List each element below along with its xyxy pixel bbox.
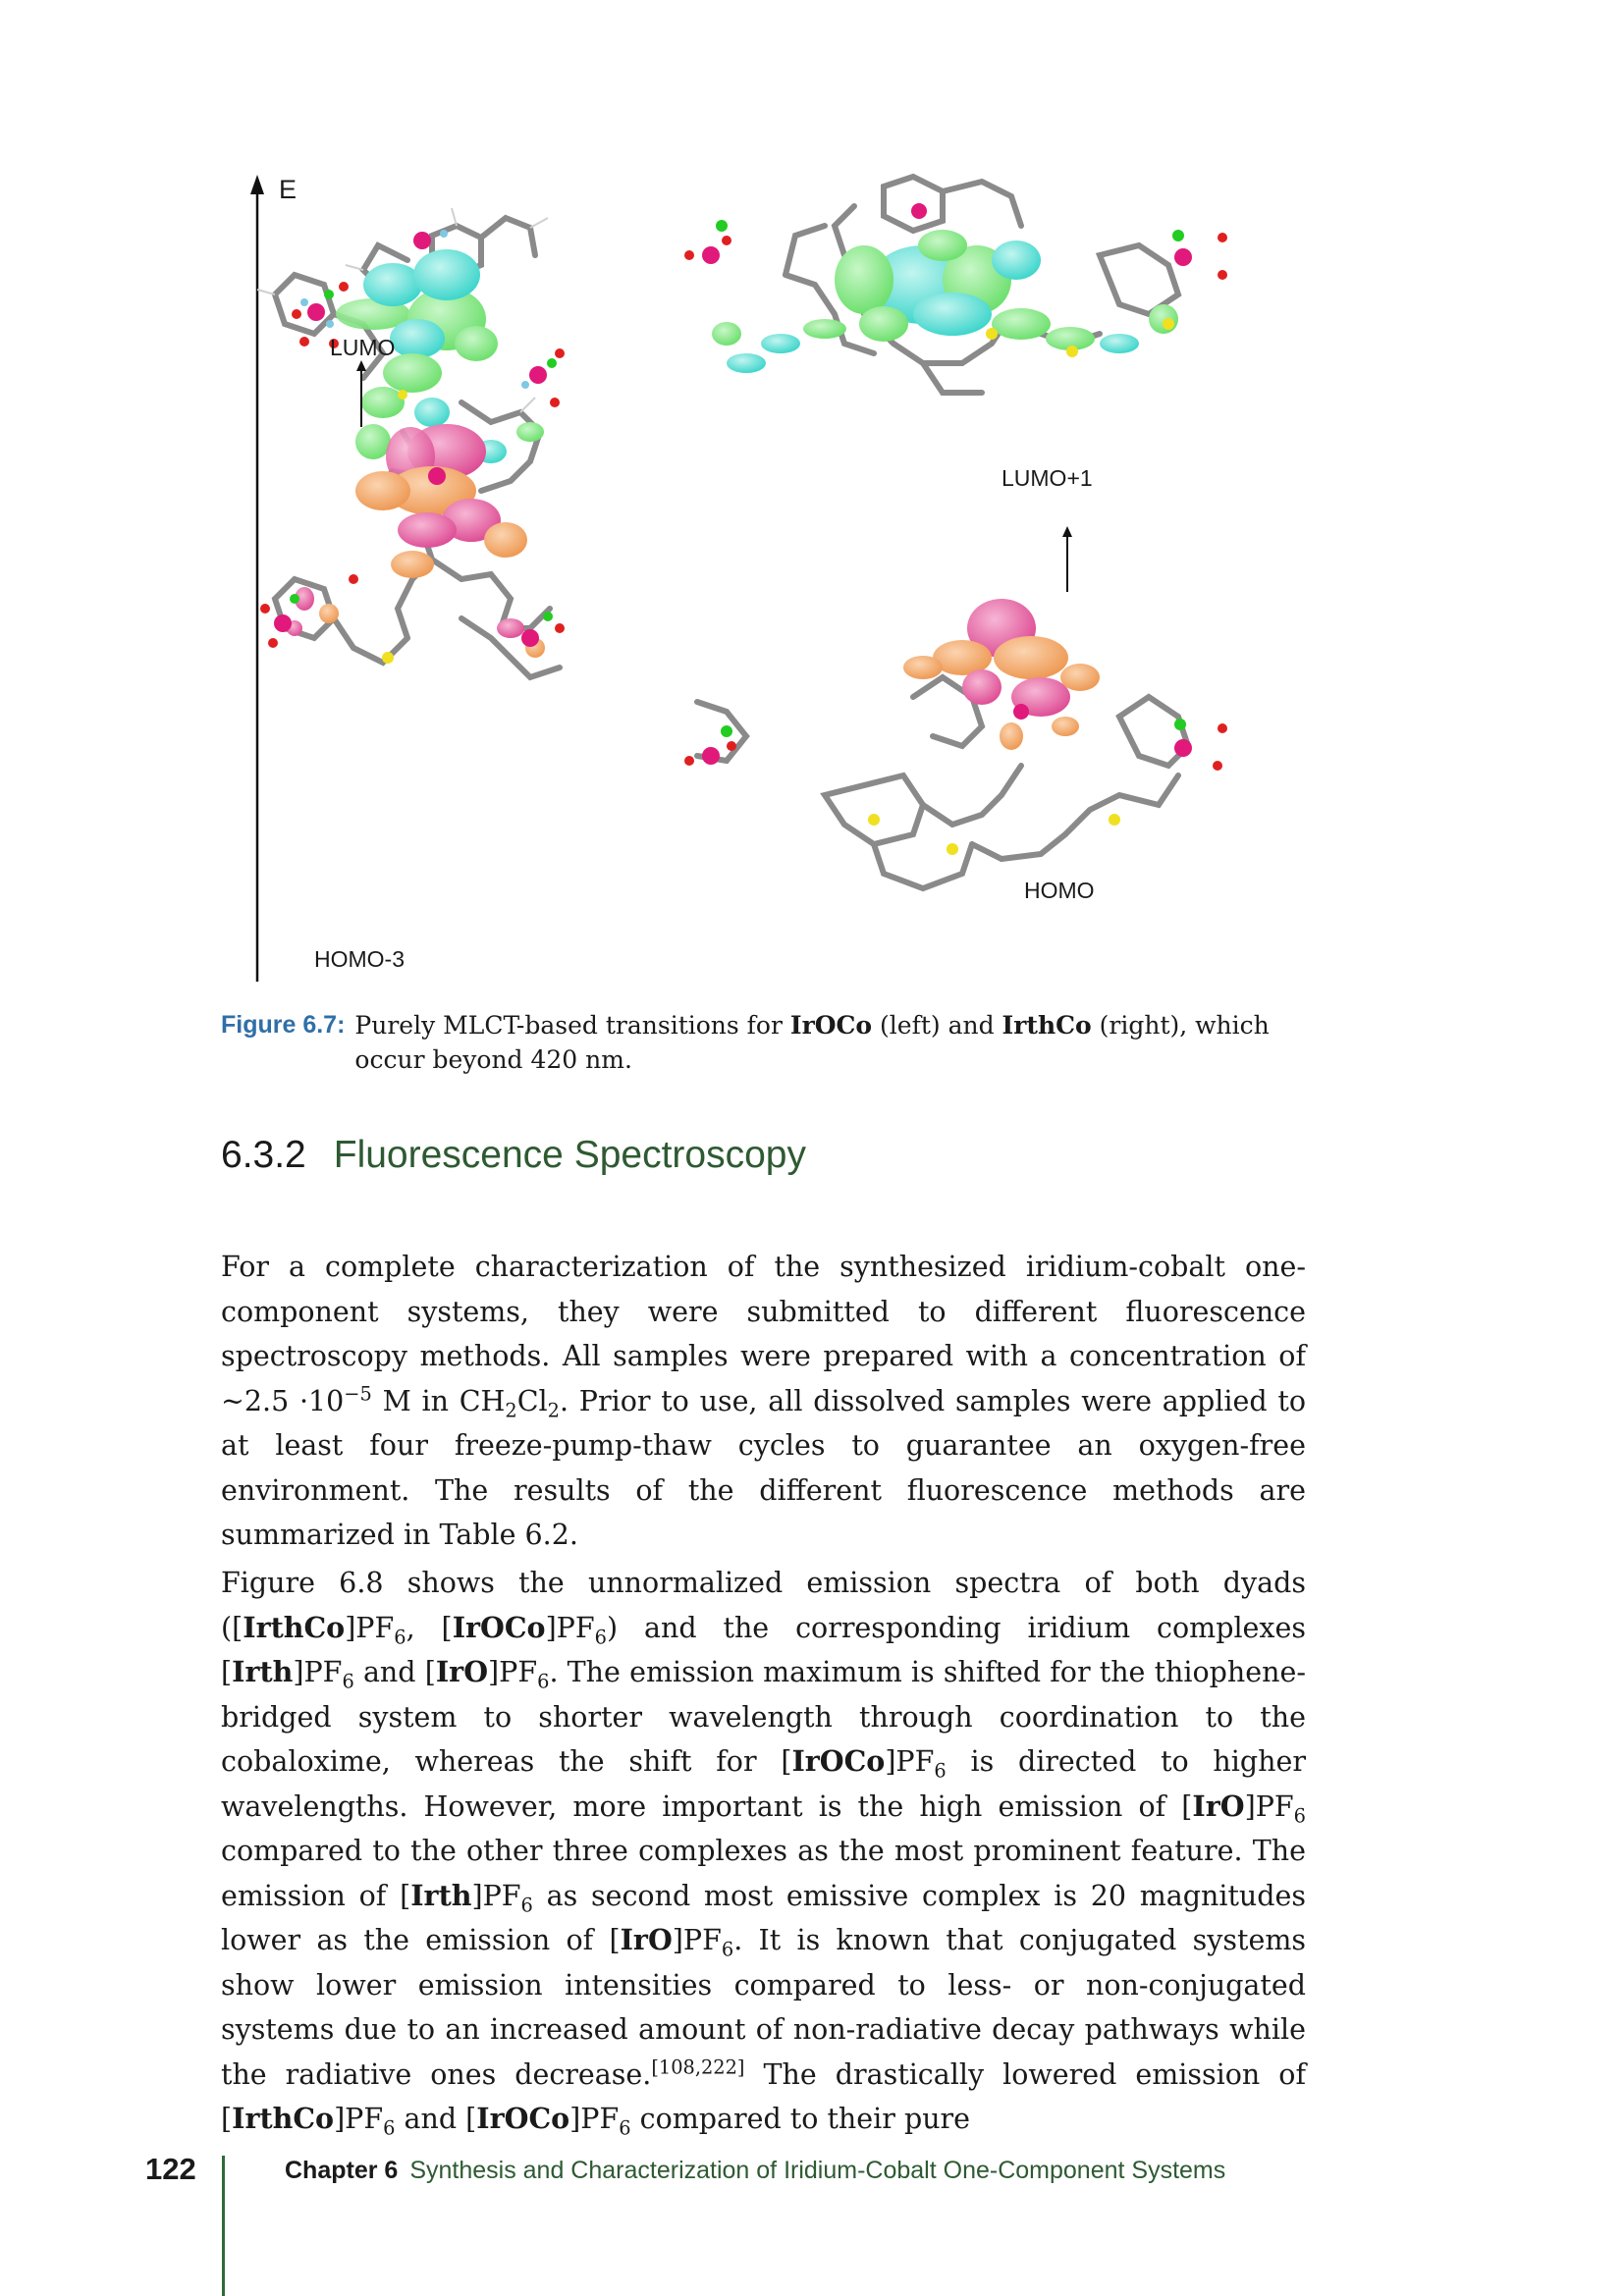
section-number: 6.3.2 xyxy=(221,1134,306,1176)
text-run: ]PF xyxy=(334,2103,384,2135)
compound-name: Irth xyxy=(232,1655,294,1688)
section-title: Fluorescence Spectroscopy xyxy=(333,1134,806,1176)
text-run: compared to their pure xyxy=(630,2103,971,2135)
left-upper-label: LUMO xyxy=(330,335,396,360)
subscript: 6 xyxy=(619,2116,631,2140)
right-transition-arrow xyxy=(1062,526,1072,592)
text-run: The drastically lowered emission of [ xyxy=(221,2057,1306,2135)
text-run: ) and the corresponding iridium complexes [ xyxy=(221,1611,1306,1688)
chapter-label: Chapter 6 xyxy=(285,2157,399,2184)
text-run: ]PF xyxy=(885,1745,935,1778)
text-run: ]PF xyxy=(293,1656,343,1688)
text-run: and [ xyxy=(395,2103,477,2135)
text-run: ]PF xyxy=(672,1924,722,1956)
axis-label: E xyxy=(279,175,298,204)
text-run: Figure 6.8 shows the unnormalized emission spectra of both dyads ([ xyxy=(221,1567,1306,1644)
caption-text-part: (right), which occur beyond 420 nm. xyxy=(354,1011,1270,1074)
running-header xyxy=(285,2157,1225,2185)
compound-name: IrOCo xyxy=(452,1610,546,1644)
subscript: 2 xyxy=(547,1399,560,1422)
text-run: compared to the other three complexes as the most prominent feature. The emission of [ xyxy=(221,1835,1306,1912)
axis-arrowhead-icon xyxy=(250,175,264,194)
paragraph-1 xyxy=(221,1245,1306,1558)
caption-text-part: Purely MLCT-based transitions for xyxy=(354,1011,790,1040)
mlct-figure xyxy=(236,167,1306,991)
page-number: 122 xyxy=(145,2152,196,2186)
compound-name: IrOCo xyxy=(789,1011,873,1040)
text-run: , [ xyxy=(406,1611,453,1644)
text-run: ]PF xyxy=(1244,1789,1294,1823)
text-run: For a complete characterization of the synthesized iridium-cobalt one-component systems, they were submitted to different fluorescence spectroscopy methods. All samples were prepared with a concentration of ~2.5 ·10 xyxy=(221,1251,1306,1417)
molecule-irthco-lumo1 xyxy=(684,177,1227,393)
molecule-irthco-homo xyxy=(684,599,1227,888)
subscript: 6 xyxy=(520,1894,533,1917)
compound-name: IrthCo xyxy=(232,2102,335,2135)
compound-name: IrOCo xyxy=(791,1744,886,1778)
subscript: 6 xyxy=(394,1626,406,1649)
text-run: ]PF xyxy=(471,1879,521,1912)
exponent: −5 xyxy=(344,1382,372,1405)
text-run: ]PF xyxy=(569,2103,620,2135)
text-run: ]PF xyxy=(545,1611,595,1644)
compound-name: IrthCo xyxy=(243,1610,346,1644)
left-lower-label: HOMO-3 xyxy=(314,946,405,972)
citation: [108,222] xyxy=(651,2056,745,2078)
compound-name: IrO xyxy=(435,1655,489,1688)
paragraph-2 xyxy=(221,1561,1306,2142)
subscript: 6 xyxy=(934,1759,947,1783)
subscript: 6 xyxy=(383,2116,396,2140)
text-run: M in CH xyxy=(371,1384,506,1417)
compound-name: IrO xyxy=(1192,1789,1245,1823)
text-run: Cl xyxy=(516,1384,548,1417)
subscript: 6 xyxy=(537,1670,550,1693)
text-run: as second most emissive complex is 20 magnitudes lower as the emission of [ xyxy=(221,1879,1306,1956)
text-run: . It is known that conjugated systems show lower emission intensities compared to less- or non-conjugated systems due to an increased amount of non-radiative decay pathways while the radiative ones decrease. xyxy=(221,1924,1306,2091)
text-run: . Prior to use, all dissolved samples were applied to at least four freeze-pump-thaw cycles to guarantee an oxygen-free environment. The results of the different fluorescence methods are summarized in Table 6.2. xyxy=(221,1384,1306,1551)
subscript: 2 xyxy=(505,1399,517,1422)
compound-name: IrOCo xyxy=(476,2102,570,2135)
text-run: ]PF xyxy=(488,1656,538,1688)
page-footer xyxy=(0,2152,1624,2211)
text-run: and [ xyxy=(353,1656,436,1688)
subscript: 6 xyxy=(594,1626,607,1649)
molecule-irocco-homo3 xyxy=(260,424,565,677)
figure-caption xyxy=(221,1008,1306,1077)
right-lower-label: HOMO xyxy=(1024,878,1095,903)
subscript: 6 xyxy=(721,1938,734,1961)
compound-name: IrthCo xyxy=(1001,1011,1092,1040)
subscript: 6 xyxy=(342,1670,354,1693)
compound-name: IrO xyxy=(620,1923,673,1956)
right-upper-label: LUMO+1 xyxy=(1001,465,1093,491)
left-transition-arrow xyxy=(356,360,366,427)
text-run: ]PF xyxy=(345,1611,395,1644)
section-heading xyxy=(221,1134,806,1177)
caption-text-part: (left) and xyxy=(872,1011,1002,1040)
text-run: is directed to higher wavelengths. However, more important is the high emission of [ xyxy=(221,1745,1306,1823)
compound-name: Irth xyxy=(410,1878,472,1912)
text-run: . The emission maximum is shifted for the thiophene-bridged system to shorter wavelength through coordination to the cobaloxime, whereas the shift for [ xyxy=(221,1656,1306,1778)
caption-text xyxy=(354,1008,1306,1077)
chapter-title: Synthesis and Characterization of Iridium-Cobalt One-Component Systems xyxy=(409,2157,1226,2184)
footer-rule xyxy=(222,2156,225,2296)
caption-label: Figure 6.7: xyxy=(221,1011,346,1039)
subscript: 6 xyxy=(1293,1804,1306,1828)
